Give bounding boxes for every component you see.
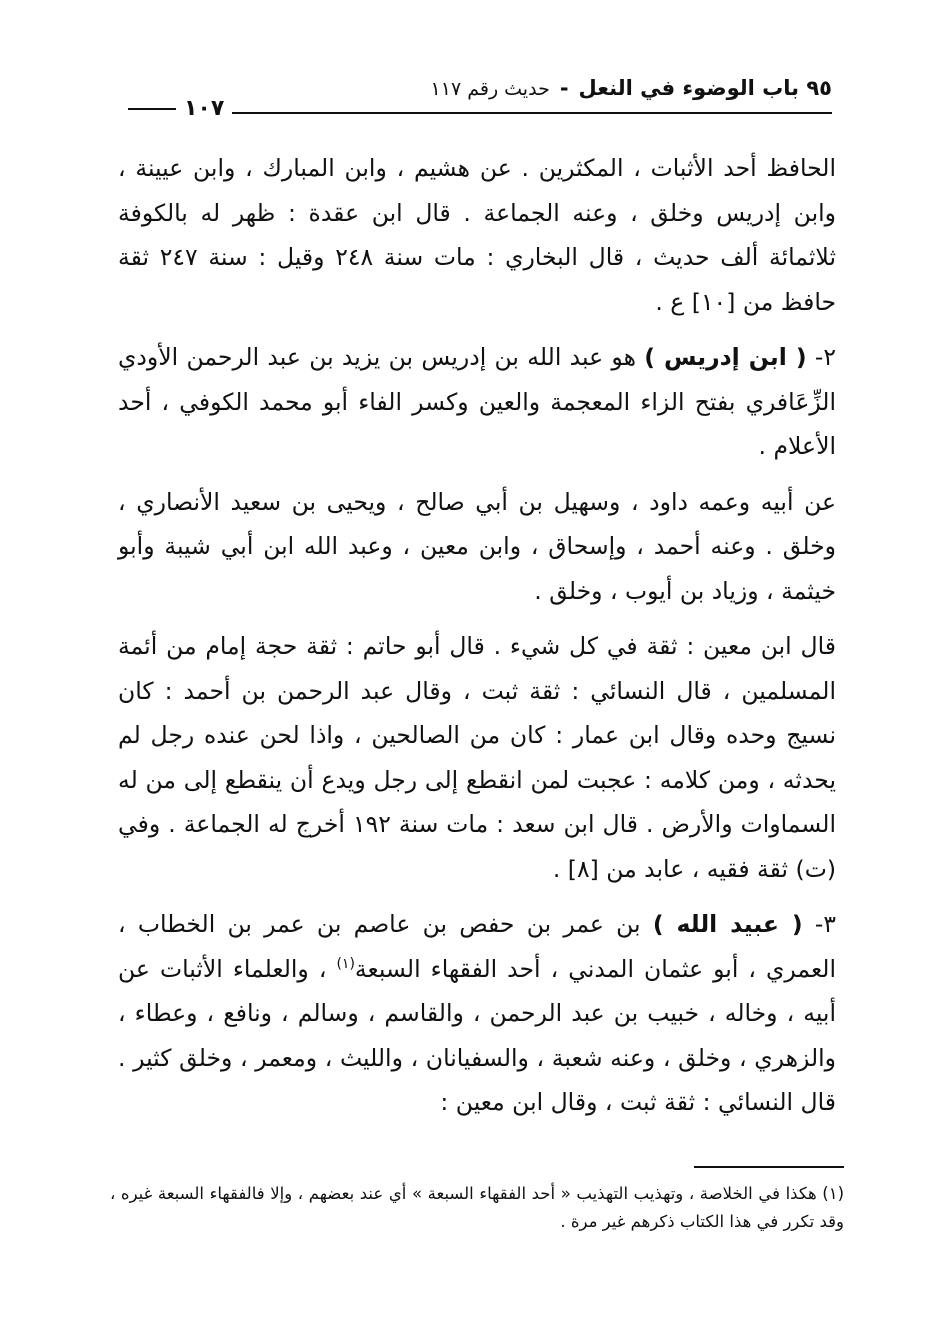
main-text [118,146,836,1136]
paragraph-text: الحافظ أحد الأثبات ، المكثرين . عن هشيم ، وابن المبارك ، وابن عيينة ، وابن إدريس وخلق ، وعنه الجماعة . قال ابن عقدة : ظهر له بالكوفة ثلاثمائة ألف حديث ، قال البخاري : مات سنة ٢٤٨ وقيل : سنة ٢٤٧ ثقة حافظ من [١٠] ع . [118,154,836,316]
paragraph [118,624,836,891]
paragraph-text: بن عمر بن حفص بن عاصم بن عمر بن الخطاب ، العمري ، أبو عثمان المدني ، أحد الفقهاء السبعة [118,910,836,983]
page-number-block [120,96,232,121]
entry-name: ( عبيد الله ) [652,910,803,938]
page-number-dash [128,108,176,110]
paragraph [118,146,836,324]
footnote-reference[interactable]: (١) [336,955,355,972]
paragraph-text-continued: ، والعلماء الأثبات عن أبيه ، وخاله ، خبيب بن عبد الرحمن ، والقاسم ، وسالم ، ونافع ، وعطاء ، والزهري ، وخلق ، وعنه شعبة ، والسفيانان ، والليث ، ومعمر ، وخلق كثير . قال النسائي : ثقة ثبت ، وقال ابن معين : [118,954,836,1116]
entry-number: ٢- [806,343,836,371]
paragraph [118,335,836,469]
header-separator: - [559,76,569,100]
entry-name: ( ابن إدريس ) [644,343,807,371]
hadith-number: حديث رقم ١١٧ [430,78,550,100]
footnote: (١) هكذا في الخلاصة ، وتهذيب التهذيب « أحد الفقهاء السبعة » أي عند بعضهم ، وإلا فالفقهاء السبعة غيره ، وقد تكرر في هذا الكتاب ذكرهم غير مرة . [110,1184,844,1231]
page-number: ١٠٧ [184,96,225,121]
chapter-title: ٩٥ باب الوضوء في النعل [578,76,832,100]
paragraph-text: هو عبد الله بن إدريس بن يزيد بن عبد الرحمن الأودي الزِّعَافري بفتح الزاء المعجمة والعين وكسر الفاء أبو محمد الكوفي ، أحد الأعلام . [118,343,836,460]
entry-number: ٣- [802,910,837,938]
page-header [120,76,832,132]
footnote-rule [694,1166,844,1168]
paragraph-text: عن أبيه وعمه داود ، وسهيل بن أبي صالح ، ويحيى بن سعيد الأنصاري ، وخلق . وعنه أحمد ، وإسحاق ، وابن معين ، وعبد الله ابن أبي شيبة وأبو خيثمة ، وزياد بن أيوب ، وخلق . [118,487,836,605]
running-head [431,76,832,100]
paragraph [118,902,836,1125]
paragraph-text: قال ابن معين : ثقة في كل شيء . قال أبو حاتم : ثقة حجة إمام من أئمة المسلمين ، قال النسائي : ثقة ثبت ، وقال عبد الرحمن بن أحمد : كان نسيج وحده وقال ابن عمار : كان من الصالحين ، واذا لحن عنده رجل لم يحدثه ، ومن كلامه : عجبت لمن انقطع إلى رجل ويدع أن ينقطع إلى من له السماوات والأرض . قال ابن سعد : مات سنة ١٩٢ أخرج له الجماعة . وفي (ت) ثقة فقيه ، عابد من [٨] . [118,632,836,883]
paragraph [118,480,836,614]
